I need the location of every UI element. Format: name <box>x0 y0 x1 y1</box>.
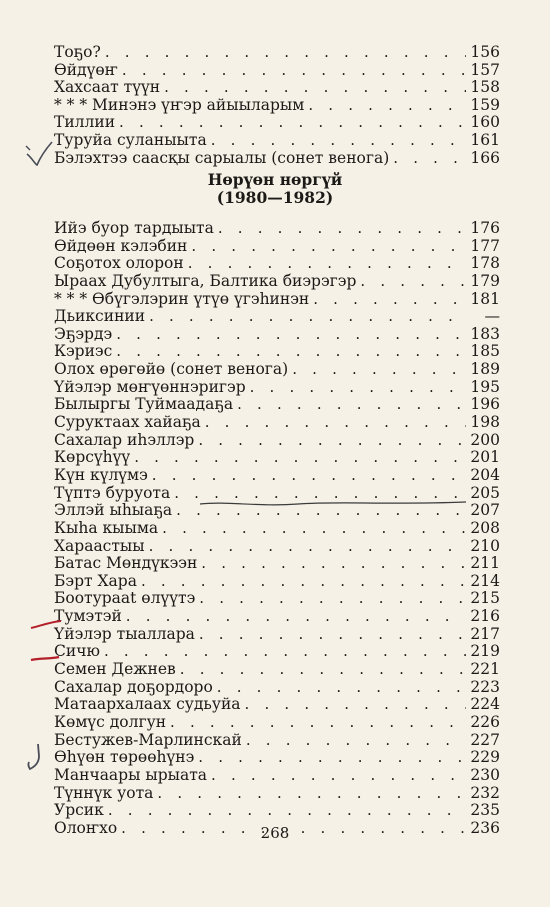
contents-entry <box>54 538 500 556</box>
dot-leader <box>313 291 466 309</box>
entry-title: Боотурааt өлүүтэ <box>54 589 196 608</box>
entry-page-number: 156 <box>470 43 500 61</box>
entry-page-number: 235 <box>470 801 500 820</box>
dot-leader <box>198 749 466 767</box>
entry-page-number: 166 <box>470 148 500 167</box>
entry-page-number: 179 <box>470 271 500 290</box>
contents-entry <box>54 114 500 132</box>
entry-title: Өйдүөҥ <box>54 60 118 79</box>
entry-page-number: 198 <box>470 413 500 432</box>
dot-leader <box>237 396 466 414</box>
entry-title: Харааcтыы <box>54 536 145 555</box>
dot-leader <box>152 467 466 485</box>
entry-title: Олох өрөгөйө (сонет венога) <box>54 360 289 379</box>
dot-leader <box>134 449 466 467</box>
entry-title: Көмүс долгун <box>54 712 167 731</box>
contents-entry <box>54 590 500 608</box>
entry-page-number: 159 <box>470 95 500 114</box>
entry-title: Ыраах Дубултыга, Балтика биэрэгэр <box>54 271 357 290</box>
contents-list-part-two <box>54 220 500 837</box>
entry-page-number: 219 <box>470 642 500 661</box>
entry-title: * * * Минэнэ үҥэр айыыларым <box>54 95 305 114</box>
contents-entry <box>54 132 500 150</box>
section-years: (1980—1982) <box>216 188 334 207</box>
entry-title: Семен Дежнев <box>54 660 176 679</box>
entry-title: Сахалар иһэллэр <box>54 430 195 449</box>
dot-leader <box>119 114 466 132</box>
contents-entry <box>54 432 500 450</box>
contents-entry <box>54 767 500 785</box>
dot-leader <box>188 255 466 273</box>
dot-leader <box>126 608 466 626</box>
dot-leader <box>393 150 466 168</box>
entry-page-number: 178 <box>470 254 500 273</box>
entry-page-number: 232 <box>470 783 500 802</box>
entry-page-number: 216 <box>470 607 500 626</box>
contents-entry <box>54 643 500 661</box>
dot-leader <box>164 79 466 97</box>
contents-list-part-one <box>54 44 500 167</box>
entry-page-number: 217 <box>470 624 500 643</box>
dot-leader <box>198 432 466 450</box>
entry-title: Ийэ буор тардыыта <box>54 219 214 237</box>
entry-page-number: 196 <box>470 395 500 414</box>
contents-entry <box>54 79 500 97</box>
dot-leader <box>217 679 466 697</box>
entry-page-number: 226 <box>470 712 500 731</box>
entry-title: Тоҕо? <box>54 43 101 61</box>
dot-leader <box>246 732 466 750</box>
entry-page-number: 157 <box>470 60 500 79</box>
entry-title: Эллэй ыһыаҕа <box>54 501 173 520</box>
entry-title: Тиллии <box>54 113 116 132</box>
contents-entry <box>54 802 500 820</box>
entry-page-number: 181 <box>470 289 500 308</box>
entry-page-number: 215 <box>470 589 500 608</box>
contents-entry <box>54 255 500 273</box>
entry-page-number: 160 <box>470 113 500 132</box>
dot-leader <box>245 696 466 714</box>
entry-title: Кэриэс <box>54 342 113 361</box>
entry-page-number: 236 <box>470 818 500 837</box>
dot-leader <box>149 308 466 326</box>
dot-leader <box>211 767 466 785</box>
contents-entry <box>54 749 500 767</box>
entry-page-number: 201 <box>470 448 500 467</box>
dot-leader <box>149 538 466 556</box>
dot-leader <box>170 714 466 732</box>
contents-entry <box>54 661 500 679</box>
entry-page-number: 161 <box>470 130 500 149</box>
entry-title: Дьиксинии <box>54 307 146 326</box>
contents-entry <box>54 785 500 803</box>
entry-title: Матаархалаах судьуйа <box>54 695 241 714</box>
dot-leader <box>360 273 466 291</box>
dot-leader <box>116 343 466 361</box>
entry-title: Эҕэрдэ <box>54 324 113 343</box>
contents-entry <box>54 414 500 432</box>
dot-leader <box>157 785 466 803</box>
dot-leader <box>218 220 466 238</box>
entry-page-number: 176 <box>470 219 500 237</box>
contents-entry <box>54 696 500 714</box>
entry-page-number: 229 <box>470 748 500 767</box>
dot-leader <box>308 97 466 115</box>
dot-leader <box>180 661 466 679</box>
entry-title: Үйэлэр тыаллара <box>54 624 195 643</box>
entry-page-number: 210 <box>470 536 500 555</box>
entry-page-number: 211 <box>470 554 500 573</box>
entry-title: Туруйа суланыыта <box>54 130 207 149</box>
contents-entry <box>54 573 500 591</box>
contents-entry <box>54 714 500 732</box>
entry-page-number: 185 <box>470 342 500 361</box>
entry-title: Бэрт Хара <box>54 571 137 590</box>
entry-page-number: 195 <box>470 377 500 396</box>
page-number: 268 <box>260 824 290 842</box>
contents-entry <box>54 679 500 697</box>
dot-leader <box>141 573 466 591</box>
entry-page-number: 177 <box>470 236 500 255</box>
entry-page-number: 221 <box>470 660 500 679</box>
entry-title: Батас Мөндүкээн <box>54 554 198 573</box>
dot-leader <box>162 520 466 538</box>
entry-title: Үйэлэр мөҥүөннэригэр <box>54 377 246 396</box>
entry-title: * * * Өбүгэлэрин үтүө үгэһинэн <box>54 289 310 308</box>
contents-entry <box>54 608 500 626</box>
contents-entry <box>54 291 500 309</box>
entry-page-number: 200 <box>470 430 500 449</box>
entry-title: Сичю <box>54 642 100 661</box>
contents-entry <box>54 520 500 538</box>
contents-entry <box>54 220 500 238</box>
dot-leader <box>199 626 466 644</box>
dot-leader <box>108 802 466 820</box>
entry-page-number: 230 <box>470 765 500 784</box>
contents-entry <box>54 150 500 168</box>
entry-page-number: 158 <box>470 78 500 97</box>
entry-title: Бестужев-Марлинскай <box>54 730 242 749</box>
section-title: Нөрүөн нөргүй <box>207 170 343 189</box>
entry-page-number: 208 <box>470 518 500 537</box>
dot-leader <box>211 132 466 150</box>
entry-title: Өйдөөн кэлэбин <box>54 236 188 255</box>
contents-entry <box>54 361 500 379</box>
entry-title: Өһүөн төрөөһүнэ <box>54 748 195 767</box>
dot-leader <box>104 643 466 661</box>
entry-page-number: 204 <box>470 465 500 484</box>
entry-title: Кыһа кыыма <box>54 518 159 537</box>
dot-leader <box>191 238 466 256</box>
section-heading <box>170 171 380 207</box>
entry-title: Күн күлүмэ <box>54 465 148 484</box>
contents-entry <box>54 379 500 397</box>
entry-page-number: — <box>484 307 500 326</box>
contents-entry <box>54 326 500 344</box>
contents-entry <box>54 343 500 361</box>
dot-leader <box>105 44 466 62</box>
entry-title: Көрсүһүү <box>54 448 131 467</box>
contents-entry <box>54 273 500 291</box>
checkmark-annotation <box>24 138 54 168</box>
entry-page-number: 227 <box>470 730 500 749</box>
checkmark-annotation <box>26 742 48 772</box>
contents-entry <box>54 44 500 62</box>
red-ink-stroke <box>30 652 60 664</box>
contents-entry <box>54 626 500 644</box>
dot-leader <box>199 590 466 608</box>
entry-title: Түннүк уота <box>54 783 154 802</box>
dot-leader <box>116 326 466 344</box>
entry-page-number: 189 <box>470 360 500 379</box>
entry-title: Суруктаах хайаҕа <box>54 413 201 432</box>
contents-entry <box>54 396 500 414</box>
entry-title: Сахалар доҕордоро <box>54 677 213 696</box>
contents-entry <box>54 732 500 750</box>
entry-title: Олоҥхо <box>54 818 118 837</box>
entry-title: Былыргы Туймаадаҕа <box>54 395 234 414</box>
dot-leader <box>250 379 466 397</box>
entry-title: Түптэ буруота <box>54 483 171 502</box>
entry-page-number: 224 <box>470 695 500 714</box>
red-ink-stroke <box>30 616 62 632</box>
contents-entry <box>54 308 500 326</box>
contents-entry <box>54 97 500 115</box>
entry-page-number: 183 <box>470 324 500 343</box>
entry-title: Урсик <box>54 801 104 820</box>
contents-entry <box>54 238 500 256</box>
contents-entry <box>54 449 500 467</box>
entry-title: Тумэтэй <box>54 607 122 626</box>
dot-leader <box>122 62 466 80</box>
contents-entry <box>54 555 500 573</box>
pencil-underline <box>198 496 468 515</box>
dot-leader <box>201 555 466 573</box>
contents-entry <box>54 467 500 485</box>
contents-entry <box>54 62 500 80</box>
entry-title: Соҕотох олорон <box>54 254 184 273</box>
dot-leader <box>292 361 466 379</box>
entry-title: Хахсаат түүн <box>54 78 161 97</box>
entry-page-number: 214 <box>470 571 500 590</box>
entry-title: Бэлэхтээ саасқы сарыалы (сонет венога) <box>54 148 390 167</box>
entry-page-number: 223 <box>470 677 500 696</box>
entry-title: Манчаары ырыата <box>54 765 208 784</box>
entry-page-number: 207 <box>470 501 500 520</box>
dot-leader <box>205 414 466 432</box>
entry-page-number: 205 <box>470 483 500 502</box>
